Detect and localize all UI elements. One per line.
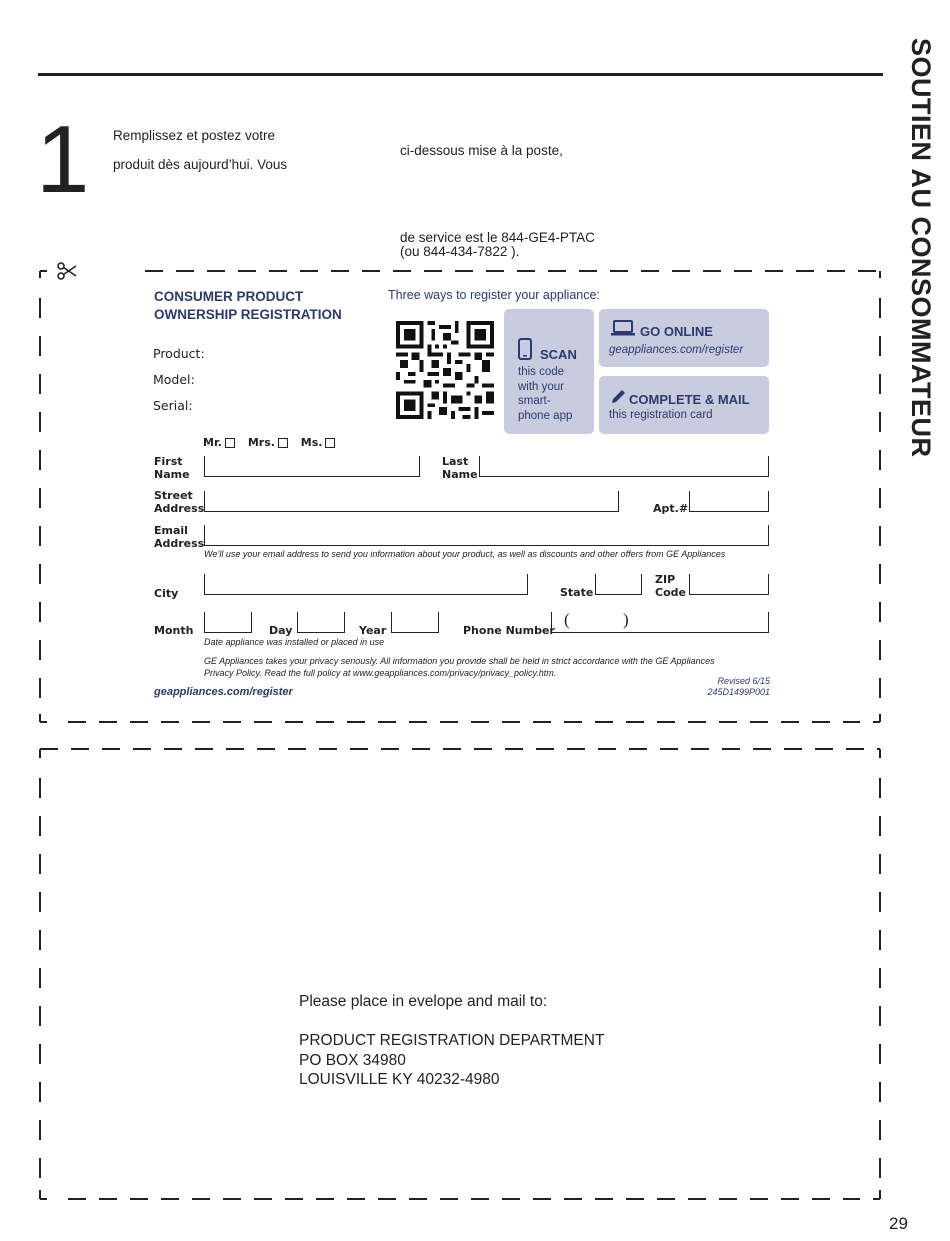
email-label-2: Address: [154, 537, 205, 550]
revision-info: [700, 676, 770, 698]
phone-label: Phone Number: [463, 624, 555, 637]
smartphone-icon: [518, 338, 532, 360]
complete-mail-panel: [599, 376, 769, 434]
salutation-row: [203, 436, 335, 449]
intro-text-left-2: produit dès aujourd’hui. Vous: [113, 157, 288, 172]
section-title: SOUTIEN AU CONSOMMATEUR: [906, 38, 936, 458]
step-number: 1: [36, 106, 90, 213]
phone-field[interactable]: [551, 612, 769, 633]
mrs-checkbox[interactable]: [278, 438, 288, 448]
mrs-label: Mrs.: [247, 436, 275, 449]
email-field[interactable]: [204, 525, 769, 546]
intro-text-right-3: (ou 844-434-7822 ).: [400, 244, 520, 259]
privacy-text-1: GE Appliances takes your privacy seriously. All information you provide shall be held in strict accordance with the GE Appliances: [204, 656, 715, 666]
privacy-text-2: Privacy Policy. Read the full policy at www.geappliances.com/privacy/privacy_policy.htm.: [204, 668, 557, 678]
form-code: 245D1499P001: [707, 687, 770, 697]
zip-label: [655, 573, 686, 599]
year-label: Year: [359, 624, 387, 637]
city-label: City: [154, 587, 179, 600]
scan-text-4: phone app: [518, 409, 573, 422]
apt-label: Apt.#: [653, 502, 689, 515]
register-url[interactable]: geappliances.com/register: [609, 344, 744, 356]
email-label: [154, 524, 204, 550]
scissors-icon: [56, 262, 78, 280]
street-label: [154, 489, 204, 515]
scan-text-3: smart-: [518, 395, 551, 407]
day-label: Day: [269, 624, 293, 637]
state-field[interactable]: [595, 574, 642, 595]
state-label: State: [560, 586, 594, 599]
address-line-3: LOUISVILLE KY 40232-4980: [299, 1071, 500, 1088]
mail-instruction: Please place in evelope and mail to:: [299, 993, 548, 1010]
email-label-1: Email: [154, 524, 188, 537]
address-line-2: PO BOX 34980: [299, 1051, 406, 1069]
last-name-label: [442, 455, 478, 481]
product-label: Product:: [153, 346, 205, 361]
month-label: Month: [154, 624, 194, 637]
scan-panel: [504, 309, 594, 434]
month-field[interactable]: [204, 612, 252, 633]
ms-checkbox[interactable]: [325, 438, 335, 448]
first-name-label: [154, 455, 190, 481]
mr-label: Mr.: [203, 436, 222, 449]
ms-label: Ms.: [300, 436, 323, 449]
intro-text-right-1: ci-dessous mise à la poste,: [400, 143, 563, 158]
last-name-label-1: Last: [442, 455, 469, 468]
day-field[interactable]: [297, 612, 345, 633]
street-field[interactable]: [204, 491, 619, 512]
go-online-title: GO ONLINE: [640, 324, 713, 339]
phone-paren-close: ): [623, 610, 629, 629]
scan-text: [518, 365, 572, 423]
zip-label-2: Code: [655, 586, 686, 599]
qr-code-icon[interactable]: [396, 318, 494, 422]
zip-label-1: ZIP: [655, 573, 676, 586]
privacy-text: [204, 655, 715, 679]
first-name-label-2: Name: [154, 468, 190, 481]
city-field[interactable]: [204, 574, 528, 595]
complete-mail-title: COMPLETE & MAIL: [629, 392, 750, 407]
year-field[interactable]: [391, 612, 439, 633]
three-ways-heading: Three ways to register your appliance:: [388, 288, 600, 302]
form-title-line-1: CONSUMER PRODUCT: [154, 289, 304, 304]
pencil-icon: [610, 388, 627, 405]
date-note: Date appliance was installed or placed in use: [204, 637, 385, 647]
revised-date: Revised 6/15: [717, 676, 770, 686]
form-title-line-2: OWNERSHIP REGISTRATION: [154, 307, 342, 322]
page-number: 29: [889, 1214, 908, 1233]
email-note: We’ll use your email address to send you information about your product, as well as discounts and other offers from GE Appliances: [204, 549, 726, 559]
phone-paren-open: (: [564, 610, 570, 629]
last-name-label-2: Name: [442, 468, 478, 481]
scan-text-1: this code: [518, 366, 565, 378]
first-name-label-1: First: [154, 455, 183, 468]
go-online-panel[interactable]: [599, 309, 769, 367]
form-title: [154, 288, 342, 324]
serial-label: Serial:: [153, 398, 193, 413]
last-name-field[interactable]: [479, 456, 769, 477]
apt-field[interactable]: [689, 491, 769, 512]
model-label: Model:: [153, 372, 195, 387]
mr-checkbox[interactable]: [225, 438, 235, 448]
footer-register-url[interactable]: geappliances.com/register: [154, 686, 293, 698]
scan-title: SCAN: [540, 347, 577, 362]
scan-text-2: with your: [518, 380, 565, 393]
laptop-icon: [611, 320, 635, 337]
mailing-address: [299, 1031, 604, 1090]
first-name-field[interactable]: [204, 456, 420, 477]
intro-text-left-1: Remplissez et postez votre: [113, 128, 276, 143]
intro-text-right-2: de service est le 844-GE4-PTAC: [400, 230, 595, 245]
street-label-2: Address: [154, 502, 205, 515]
address-line-1: PRODUCT REGISTRATION DEPARTMENT: [299, 1032, 605, 1049]
complete-mail-sub: this registration card: [609, 409, 713, 421]
zip-field[interactable]: [689, 574, 769, 595]
street-label-1: Street: [154, 489, 193, 502]
